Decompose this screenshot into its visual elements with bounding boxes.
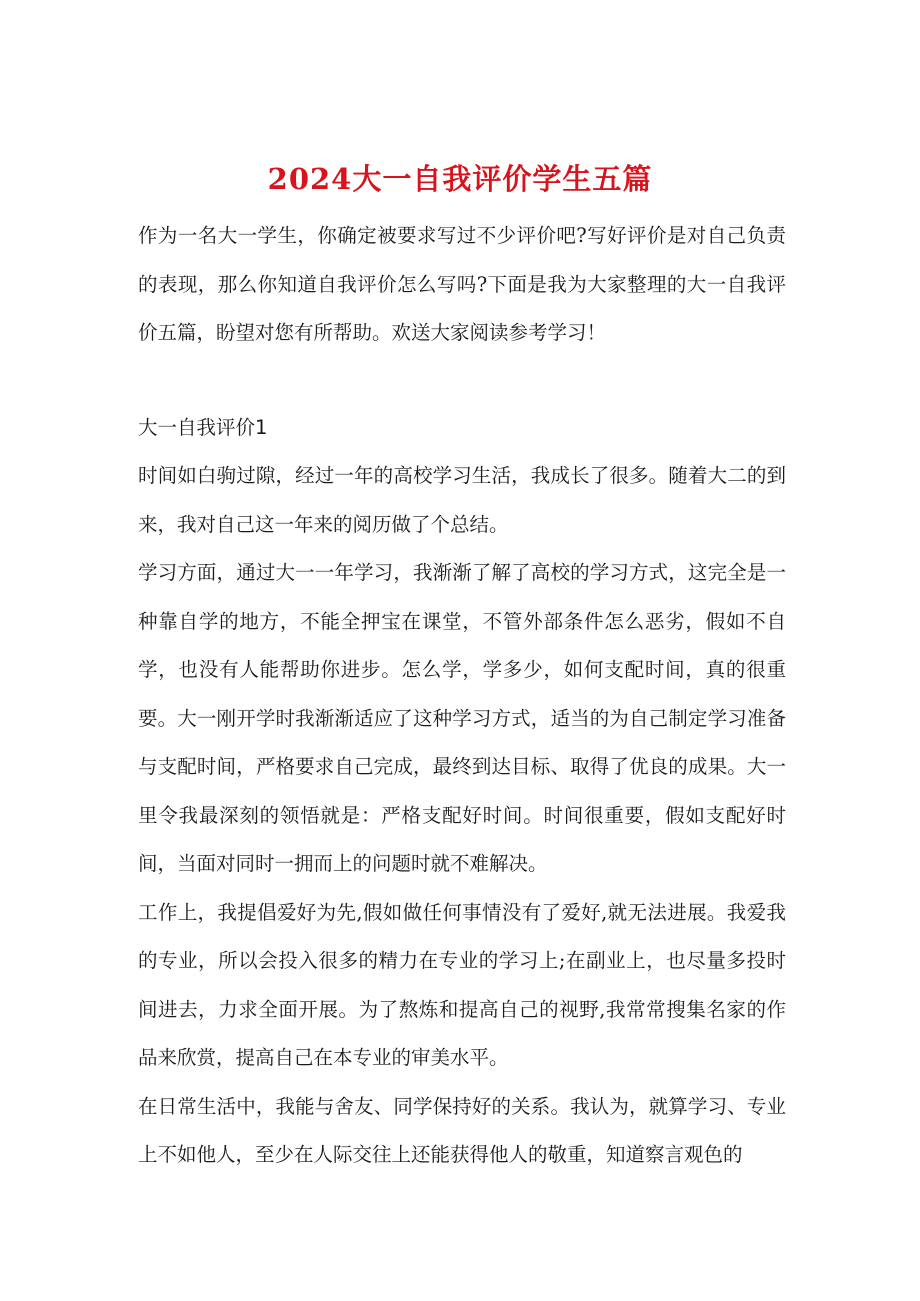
body-paragraph: 在日常生活中，我能与舍友、同学保持好的关系。我认为，就算学习、专业上不如他人，至少在人际交往上还能获得他人的敬重，知道察言观色的	[138, 1094, 786, 1166]
body-paragraph: 学习方面，通过大一一年学习，我渐渐了解了高校的学习方式，这完全是一种靠自学的地方，不能全押宝在课堂，不管外部条件怎么恶劣，假如不自学，也没有人能帮助你进步。怎么学，学多少，如何支配时间，真的很重要。大一刚开学时我渐渐适应了这种学习方式，适当的为自己制定学习准备与支配时间，严格要求自己完成，最终到达目标、取得了优良的成果。大一里令我最深刻的领悟就是：严格支配好时间。时间很重要，假如支配好时间，当面对同时一拥而上的问题时就不难解决。	[138, 561, 786, 875]
body-paragraph: 工作上，我提倡爱好为先,假如做任何事情没有了爱好,就无法进展。我爱我的专业，所以会投入很多的精力在专业的学习上;在副业上，也尽量多投时间进去，力求全面开展。为了熬炼和提高自己的视野,我常常搜集名家的作品来欣赏，提高自己在本专业的审美水平。	[138, 900, 786, 1069]
section-heading: 大一自我评价1	[138, 416, 268, 439]
intro-paragraph: 作为一名大一学生，你确定被要求写过不少评价吧?写好评价是对自己负责的表现，那么你知道自我评价怎么写吗?下面是我为大家整理的大一自我评价五篇，盼望对您有所帮助。欢送大家阅读参考学习！	[138, 224, 786, 344]
document-title: 2024大一自我评价学生五篇	[267, 162, 653, 197]
section-body	[138, 452, 786, 1180]
body-paragraph: 时间如白驹过隙，经过一年的高校学习生活，我成长了很多。随着大二的到来，我对自己这一年来的阅历做了个总结。	[138, 464, 786, 536]
